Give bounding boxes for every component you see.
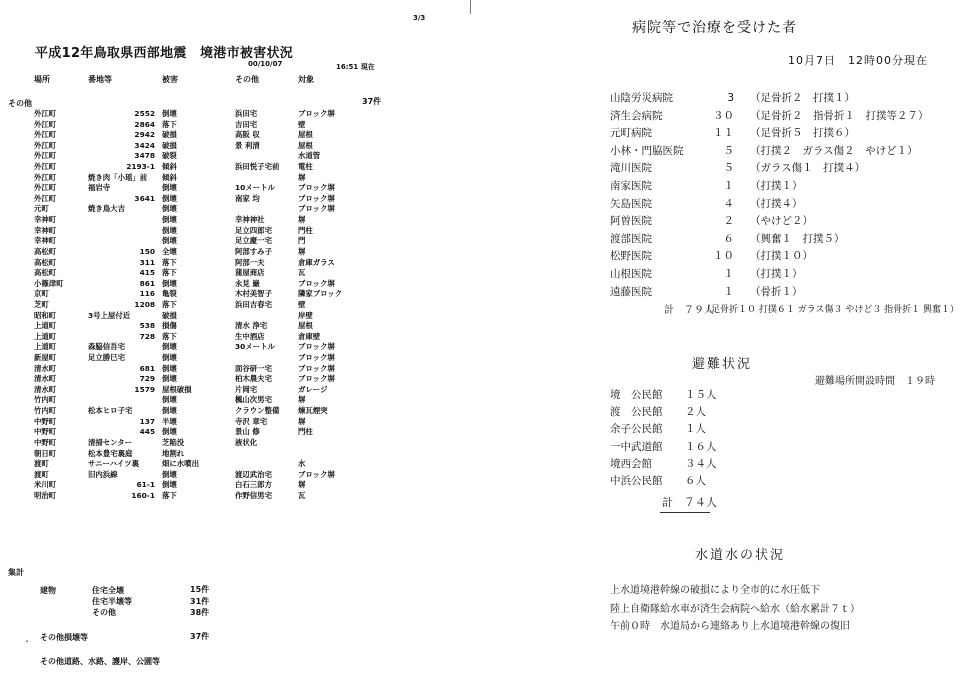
row-address: 松本豊宅裏庭	[88, 448, 133, 458]
right-page	[470, 0, 979, 700]
hospital-detail: （打撲１０）	[750, 250, 813, 263]
hospital-count: ４	[723, 197, 734, 210]
row-town: 中野町	[34, 437, 57, 447]
row-town: 朝日町	[34, 448, 57, 458]
summary-other-damage-label: その他損壊等	[40, 633, 88, 642]
table-row	[0, 183, 470, 194]
table-row	[0, 470, 470, 481]
hospital-detail: （やけど２）	[750, 215, 813, 228]
row-damage: 亀裂	[162, 289, 177, 299]
row-number: 2552	[134, 109, 155, 118]
hospital-name: 阿曽医院	[610, 215, 652, 228]
shelter-name: 境 公民館	[610, 389, 663, 401]
row-target: 塀	[298, 416, 306, 426]
summary-item-label: その他	[92, 608, 116, 617]
hospital-name: 矢島医院	[610, 197, 652, 210]
shelter-name: 中浜公民館	[610, 474, 663, 487]
row-damage: 倒壊	[162, 374, 177, 384]
row-damage: 傾斜	[162, 162, 177, 172]
row-town: 清水町	[34, 363, 57, 373]
row-town: 外江町	[34, 162, 57, 172]
row-town: 新屋町	[34, 353, 57, 363]
category-label: その他	[8, 99, 32, 108]
hospital-count: ５	[723, 144, 734, 157]
row-other: 楓山次男宅	[235, 395, 272, 405]
row-other: 吉田宅	[235, 119, 258, 129]
row-damage: 全壊	[162, 246, 177, 256]
hospital-detail: （打撲４）	[750, 197, 803, 210]
row-other: 蒲屋商店	[235, 268, 265, 278]
table-row	[0, 406, 470, 417]
table-row	[0, 311, 470, 322]
summary-item-label: 住宅半壊等	[92, 597, 132, 606]
row-other: 作野信男宅	[235, 490, 272, 500]
hospital-name: 小林・門脇医院	[610, 144, 684, 157]
hospital-count: ３０	[713, 109, 734, 122]
hospital-name: 松野医院	[610, 250, 652, 263]
row-target: 塀	[298, 395, 306, 405]
row-number: 445	[139, 427, 155, 437]
hospital-name: 渡部医院	[610, 232, 652, 245]
row-target: 塀	[298, 246, 306, 256]
row-damage: 倒壊	[162, 109, 177, 118]
row-address: 清掃センター	[88, 437, 133, 447]
row-other: 南家 均	[235, 193, 260, 203]
table-row	[0, 395, 470, 406]
row-damage: 損傷	[162, 321, 177, 331]
category-count: 37件	[362, 97, 382, 106]
summary-item-value: 15件	[190, 585, 210, 594]
row-town: 外江町	[34, 151, 57, 161]
hospital-name: 遠藤医院	[610, 285, 652, 298]
page-number: 3/3	[413, 14, 426, 22]
row-town: 京町	[34, 289, 49, 299]
row-town: 米川町	[34, 480, 57, 490]
hospital-count: １	[723, 267, 734, 280]
row-town: 外江町	[34, 183, 57, 193]
row-number: 2942	[134, 130, 155, 140]
row-target: ブロック塀	[298, 183, 335, 193]
row-damage: 倒壊	[162, 225, 177, 235]
row-damage: 破裂	[162, 151, 177, 161]
row-target: 屋根	[298, 130, 313, 140]
hospital-name: 山根医院	[610, 267, 652, 280]
hospital-detail: （足骨折５ 打撲６）	[750, 127, 855, 140]
row-number: 861	[139, 278, 155, 288]
row-target: 瓦	[298, 268, 306, 278]
row-damage: 倒壊	[162, 236, 177, 246]
row-target: 塀	[298, 480, 306, 490]
table-row	[0, 173, 470, 184]
row-target: 隣家ブロック	[298, 289, 343, 299]
damage-table	[0, 109, 470, 502]
hospital-count: ６	[723, 232, 734, 245]
table-row	[0, 491, 470, 502]
row-damage: 傾斜	[162, 172, 177, 182]
table-row	[0, 321, 470, 332]
hospital-count: ２	[723, 215, 734, 228]
row-target: 門	[298, 236, 306, 246]
water-line: 陸上自衛隊給水車が済生会病院へ給水（給水累計７ｔ）	[610, 604, 860, 615]
row-other: 渡辺武治宅	[235, 469, 272, 479]
table-row	[0, 109, 470, 120]
row-town: 外江町	[34, 140, 57, 150]
row-town: 清水町	[34, 374, 57, 384]
row-damage: 倒壊	[162, 353, 177, 363]
water-title: 水道水の状況	[695, 548, 786, 563]
row-target: 倉庫壁	[298, 331, 321, 341]
row-target: ブロック塀	[298, 363, 335, 373]
row-number: 150	[139, 246, 155, 256]
summary-building-label: 建物	[40, 586, 56, 595]
row-town: 上道町	[34, 321, 57, 331]
row-number: 2193-1	[126, 162, 155, 172]
row-town: 中野町	[34, 416, 57, 426]
row-number: 728	[139, 331, 155, 341]
row-damage: 落下	[162, 257, 177, 267]
row-address: 焼き鳥大吉	[88, 204, 125, 214]
hospital-detail: （打撲１）	[750, 179, 803, 192]
row-town: 外江町	[34, 172, 57, 182]
row-damage: 倒壊	[162, 193, 177, 203]
row-town: 幸神町	[34, 215, 57, 225]
row-other: 片岡宅	[235, 384, 258, 394]
row-target: 門柱	[298, 427, 313, 437]
table-row	[0, 130, 470, 141]
table-row	[0, 258, 470, 269]
table-row	[0, 151, 470, 162]
table-row	[0, 268, 470, 279]
table-row	[0, 226, 470, 237]
table-row	[0, 374, 470, 385]
row-number: 137	[139, 416, 155, 426]
hospital-count: １１	[713, 127, 734, 140]
row-target: 電柱	[298, 162, 313, 172]
row-other: 浜田悦子宅前	[235, 162, 280, 172]
row-other: 永見 巌	[235, 278, 260, 288]
row-town: 高松町	[34, 257, 57, 267]
row-town: 高松町	[34, 246, 57, 256]
row-number: 1208	[134, 299, 155, 309]
row-address: 福岩寺	[88, 183, 111, 193]
table-row	[0, 120, 470, 131]
row-number: 1579	[134, 384, 155, 394]
table-row	[0, 459, 470, 470]
row-town: 外江町	[34, 130, 57, 140]
row-number: 160-1	[131, 490, 155, 500]
row-town: 芝町	[34, 299, 49, 309]
header-address: 番地等	[88, 75, 112, 84]
row-target: ブロック塀	[298, 278, 335, 288]
row-damage: 破損	[162, 140, 177, 150]
bullet-dot: ・	[23, 637, 31, 646]
row-target: 塀	[298, 172, 306, 182]
hospital-name: 南家医院	[610, 179, 652, 192]
row-number: 311	[139, 257, 155, 267]
hospital-detail: （足骨折２ 打撲１）	[750, 92, 855, 104]
hospital-detail: （興奮１ 打撲５）	[750, 232, 845, 245]
row-town: 上道町	[34, 342, 57, 352]
row-damage: 落下	[162, 331, 177, 341]
row-other: 面谷研一宅	[235, 363, 272, 373]
evacuation-title: 避難状況	[692, 357, 753, 372]
table-row	[0, 417, 470, 428]
row-town: 清水町	[34, 384, 57, 394]
row-town: 渡町	[34, 459, 49, 469]
row-other: 10メートル	[235, 183, 275, 193]
row-other: 柏木農夫宅	[235, 374, 272, 384]
row-town: 小篠津町	[34, 278, 64, 288]
summary-item-label: 住宅全壊	[92, 586, 124, 595]
summary-note: その他道路、水路、護岸、公園等	[40, 657, 160, 666]
row-damage: 芝陥没	[162, 437, 185, 447]
table-row	[0, 247, 470, 258]
header-other: その他	[235, 75, 259, 84]
row-target: 屋根	[298, 140, 313, 150]
summary-item-value: 38件	[190, 608, 210, 617]
row-damage: 落下	[162, 490, 177, 500]
row-target: 倉庫ガラス	[298, 257, 335, 267]
shelter-count: ６人	[685, 474, 706, 487]
row-damage: 落下	[162, 299, 177, 309]
row-other: クラウン整備	[235, 406, 280, 416]
row-number: 681	[139, 363, 155, 373]
row-damage: 倒壊	[162, 278, 177, 288]
row-damage: 倒壊	[162, 215, 177, 225]
hospital-name: 滝川医院	[610, 162, 652, 175]
summary-other-damage-value: 37件	[190, 632, 210, 641]
shelter-count: １６人	[685, 440, 717, 453]
row-other: 阿部すみ子	[235, 246, 272, 256]
evacuation-total: 計 ７４人	[662, 496, 717, 509]
row-damage: 倒壊	[162, 395, 177, 405]
table-row	[0, 194, 470, 205]
row-address: 足立勝巳宅	[88, 353, 125, 363]
row-target: ガレージ	[298, 384, 328, 394]
page-title: 平成12年鳥取県西部地震 境港市被害状況	[35, 46, 294, 61]
row-target: ブロック塀	[298, 374, 335, 384]
row-other: 浜田吉春宅	[235, 299, 272, 309]
row-other: 高阪 収	[235, 130, 260, 140]
row-number: 3641	[134, 193, 155, 203]
hospital-name: 元町病院	[610, 127, 652, 140]
header-target: 対象	[298, 75, 314, 84]
report-time: 16:51 現在	[336, 63, 375, 71]
row-address: 旧内浜線	[88, 469, 118, 479]
row-damage: 倒壊	[162, 469, 177, 479]
row-town: 外江町	[34, 109, 57, 118]
total-underline	[660, 512, 710, 513]
hospital-name: 済生会病院	[610, 109, 663, 122]
table-row	[0, 364, 470, 375]
shelter-name: 渡 公民館	[610, 406, 663, 419]
table-row	[0, 449, 470, 460]
summary-heading: 集計	[8, 568, 24, 577]
row-other: 30メートル	[235, 342, 275, 352]
row-target: ブロック塀	[298, 342, 335, 352]
table-row	[0, 289, 470, 300]
row-damage: 倒壊	[162, 427, 177, 437]
row-target: 屋根	[298, 321, 313, 331]
row-damage: 破損	[162, 130, 177, 140]
row-town: 元町	[34, 204, 49, 214]
row-damage: 倒壊	[162, 183, 177, 193]
table-row	[0, 342, 470, 353]
table-row	[0, 332, 470, 343]
row-target: ブロック塀	[298, 193, 335, 203]
row-target: ブロック塀	[298, 353, 335, 363]
row-damage: 半壊	[162, 416, 177, 426]
row-other: 阿部一夫	[235, 257, 265, 267]
row-other: 液状化	[235, 437, 258, 447]
row-damage: 倒壊	[162, 204, 177, 214]
row-number: 61-1	[136, 480, 155, 490]
row-other: 足立慶一宅	[235, 236, 272, 246]
row-target: 門柱	[298, 225, 313, 235]
row-other: 景 利清	[235, 140, 260, 150]
hospital-detail: （打撲２ ガラス傷２ やけど１）	[750, 144, 918, 157]
table-row	[0, 279, 470, 290]
hospital-detail: （打撲１）	[750, 267, 803, 280]
row-target: ブロック塀	[298, 469, 335, 479]
row-damage: 倒壊	[162, 406, 177, 416]
hospital-total-detail: （足骨折１０ 打撲６１ ガラス傷３ やけど３ 指骨折１ 興奮１）	[702, 305, 960, 315]
shelter-count: ２人	[685, 406, 706, 419]
treatment-title: 病院等で治療を受けた者	[632, 20, 797, 36]
table-row	[0, 215, 470, 226]
row-town: 高松町	[34, 268, 57, 278]
row-town: 中野町	[34, 427, 57, 437]
row-address: サニーハイツ裏	[88, 459, 140, 469]
row-target: 煉瓦煙突	[298, 406, 328, 416]
row-damage: 落下	[162, 119, 177, 129]
hospital-detail: （骨折１）	[750, 285, 803, 298]
row-target: 岸壁	[298, 310, 313, 320]
table-row	[0, 427, 470, 438]
row-town: 幸神町	[34, 225, 57, 235]
table-row	[0, 353, 470, 364]
row-target: ブロック塀	[298, 109, 335, 118]
row-target: 壁	[298, 119, 306, 129]
table-row	[0, 438, 470, 449]
row-town: 竹内町	[34, 395, 57, 405]
row-target: 水道管	[298, 151, 321, 161]
row-address: 松本ヒロ子宅	[88, 406, 133, 416]
shelter-name: 一中武道館	[610, 440, 663, 453]
row-damage: 屋根破損	[162, 384, 192, 394]
table-row	[0, 141, 470, 152]
table-row	[0, 480, 470, 491]
row-target: 壁	[298, 299, 306, 309]
row-address: 3号上屋付近	[88, 310, 131, 320]
row-target: 塀	[298, 215, 306, 225]
row-other: 浜田宅	[235, 109, 258, 118]
hospital-name: 山陰労災病院	[610, 92, 673, 104]
left-page	[0, 0, 470, 700]
row-address: 森脇信吾宅	[88, 342, 125, 352]
evacuation-time: 避難場所開設時間 １９時	[815, 376, 935, 387]
row-damage: 破損	[162, 310, 177, 320]
row-other: 足立四郎宅	[235, 225, 272, 235]
row-target: ブロック塀	[298, 204, 335, 214]
header-place: 場所	[34, 75, 50, 84]
shelter-count: １人	[685, 423, 706, 436]
row-other: 幸神神社	[235, 215, 265, 225]
row-other: 白石三郎方	[235, 480, 272, 490]
summary-item-value: 31件	[190, 597, 210, 606]
hospital-total: 計 ７９人	[664, 305, 714, 316]
row-number: 538	[139, 321, 155, 331]
row-town: 幸神町	[34, 236, 57, 246]
row-number: 415	[139, 268, 155, 278]
row-other: 寺沢 章宅	[235, 416, 268, 426]
header-damage: 被害	[162, 75, 178, 84]
shelter-name: 余子公民館	[610, 423, 663, 436]
row-town: 外江町	[34, 193, 57, 203]
row-town: 上道町	[34, 331, 57, 341]
row-town: 外江町	[34, 119, 57, 129]
hospital-detail: （ガラス傷１ 打撲４）	[750, 162, 866, 175]
row-damage: 倒壊	[162, 480, 177, 490]
hospital-count: １	[723, 179, 734, 192]
water-line: 上水道境港幹線の破損により全市的に水圧低下	[610, 585, 820, 596]
treatment-time: 10月7日 12時00分現在	[788, 54, 928, 67]
hospital-count: １０	[713, 250, 734, 263]
shelter-name: 境西会館	[610, 457, 652, 470]
hospital-count: ５	[723, 162, 734, 175]
row-town: 明治町	[34, 490, 57, 500]
row-target: 水	[298, 459, 306, 469]
table-row	[0, 385, 470, 396]
row-other: 木村美智子	[235, 289, 272, 299]
row-number: 729	[139, 374, 155, 384]
table-row	[0, 300, 470, 311]
row-damage: 地割れ	[162, 448, 185, 458]
row-number: 3424	[134, 140, 155, 150]
row-town: 竹内町	[34, 406, 57, 416]
hospital-count: 3	[727, 92, 734, 104]
shelter-count: １５人	[685, 389, 717, 401]
row-other: 清水 浄宅	[235, 321, 268, 331]
table-row	[0, 236, 470, 247]
row-damage: 落下	[162, 268, 177, 278]
row-town: 渡町	[34, 469, 49, 479]
row-damage: 畑に水噴出	[162, 459, 199, 469]
row-other: 生中酒店	[235, 331, 265, 341]
table-row	[0, 162, 470, 173]
row-number: 116	[139, 289, 155, 299]
row-damage: 倒壊	[162, 363, 177, 373]
hospital-count: １	[723, 285, 734, 298]
hospital-detail: （足骨折２ 指骨折１ 打撲等２７）	[750, 109, 929, 122]
row-target: 瓦	[298, 490, 306, 500]
row-number: 3478	[134, 151, 155, 161]
row-town: 昭和町	[34, 310, 57, 320]
table-row	[0, 204, 470, 215]
row-other: 景山 修	[235, 427, 260, 437]
water-line: 午前０時 水道局から連絡あり上水道境港幹線の復旧	[610, 621, 850, 632]
row-address: 焼き肉「小瑶」前	[88, 172, 148, 182]
row-number: 2864	[134, 119, 155, 129]
row-damage: 倒壊	[162, 342, 177, 352]
shelter-count: ３４人	[685, 457, 717, 470]
report-date: 00/10/07	[248, 60, 283, 68]
